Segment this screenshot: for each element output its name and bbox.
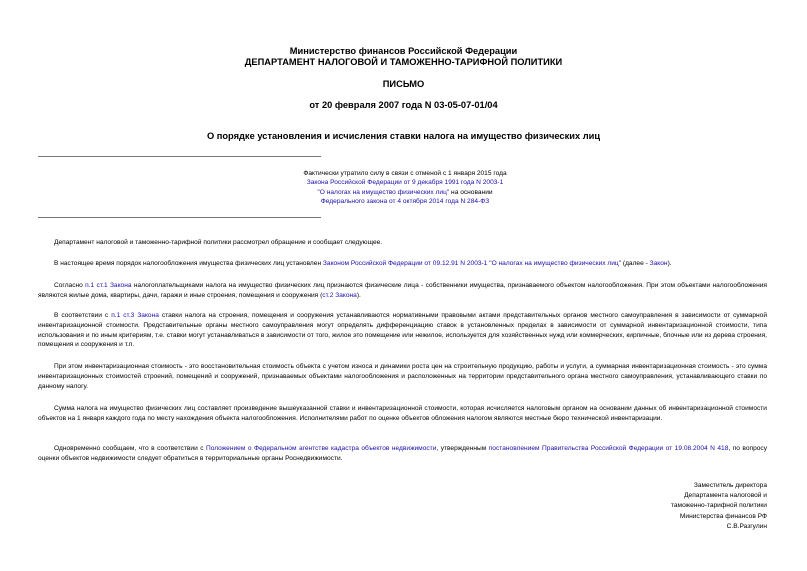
paragraph-text: При этом инвентаризационная стоимость - это восстановительная стоимость объекта с учетом износа и динамики роста цен на строительную продукцию, работы и услуги, а суммарная инвентаризационная стоимость - это сумма инвентаризационных стоимостей строений, помещений и сооружений, признаваемых объектами налогообложения и расположенных на территории представительного органа местного самоуправления, устанавливающего ставки по данному налогу. bbox=[38, 363, 767, 390]
ministry-name: Министерство финансов Российской Федерации bbox=[289, 46, 518, 56]
document-type: ПИСЬМО bbox=[382, 79, 425, 89]
paragraph-valuation: Одновременно сообщаем, что в соответствии с Положением о Федеральном агентстве кадастра объектов недвижимости, утвержденным постановлением Правительства Российской Федерации от 19.08.2004 N 418, по вопросу оценки объектов недвижимости следует обратиться в территориальные органы Роснедвижимости. bbox=[38, 445, 767, 462]
document-date: от 20 февраля 2007 года N 03-05-07-01/04 bbox=[309, 100, 498, 110]
law-art3-link[interactable]: п.1 ст.3 Закона bbox=[111, 312, 159, 319]
signature-name: С.В.Разгулин bbox=[726, 522, 767, 530]
paragraph-tax-amount bbox=[38, 404, 767, 424]
paragraph-text: Сумма налога на имущество физических лиц составляет произведение вышеуказанной ставки и инвентаризационной стоимости, которая исчисляется налоговым органом на основании данных об инвентаризационной стоимости объектов на 1 января каждого года по месту нахождения объекта налогообложения. Исполнителями работ по оценке объектов обложения налогом являются местные бюро технической инвентаризации. bbox=[38, 405, 767, 422]
paragraph-intro bbox=[38, 238, 767, 248]
paragraph-taxpayers: Согласно п.1 ст.1 Закона налогоплательщиками налога на имущество физических лиц признаются физические лица - собственники имущества, признаваемого объектом налогообложения. При этом объектами налогообложения являются жилые дома, квартиры, дачи, гаражи и иные строения, помещения и сооружения (ст.2 Закона). bbox=[38, 282, 767, 299]
government-decree-link[interactable]: постановлением Правительства Российской Федерации от 19.08.2004 N 418 bbox=[488, 445, 729, 452]
law-1991-link[interactable]: Закона Российской Федерации от 9 декабря 1991 года N 2003-1 bbox=[306, 179, 504, 187]
signature-position: Заместитель директора bbox=[693, 482, 767, 489]
paragraph-inventory-value bbox=[38, 362, 767, 391]
law-2003-1-link[interactable]: Законом Российской Федерации от 09.12.91 N 2003-1 "О налогах на имущество физических лиц" bbox=[322, 260, 622, 267]
signature-block bbox=[671, 481, 767, 532]
validity-note bbox=[270, 169, 540, 206]
law-art2-link[interactable]: ст.2 Закона bbox=[322, 291, 357, 299]
validity-note-text: Фактически утратило силу в связи с отменой с 1 января 2015 года bbox=[303, 170, 507, 177]
department-name: ДЕПАРТАМЕНТ НАЛОГОВОЙ И ТАМОЖЕННО-ТАРИФНОЙ ПОЛИТИКИ bbox=[244, 57, 563, 67]
property-tax-law-link[interactable]: "О налогах на имущество физических лиц" bbox=[317, 188, 450, 196]
federal-law-2014-link[interactable]: Федерального закона от 4 октября 2014 года N 284-ФЗ bbox=[320, 197, 490, 205]
paragraph-law-basis: В настоящее время порядок налогообложения имущества физических лиц установлен Законом Российской Федерации от 09.12.91 N 2003-1 "О налогах на имущество физических лиц" (далее - Закон). bbox=[54, 260, 672, 267]
agency-regulation-link[interactable]: Положением о Федеральном агентстве кадастра объектов недвижимости bbox=[205, 445, 437, 452]
signature-ministry: Министерства финансов РФ bbox=[679, 512, 767, 520]
law-short-link[interactable]: Закон bbox=[649, 260, 668, 267]
divider-bottom bbox=[38, 217, 321, 218]
divider-top bbox=[38, 156, 321, 157]
paragraph-text: Департамент налоговой и таможенно-тарифной политики рассмотрел обращение и сообщает следующее. bbox=[54, 239, 383, 246]
law-art1-link[interactable]: п.1 ст.1 Закона bbox=[85, 282, 132, 289]
validity-note-basis: на основании bbox=[449, 188, 493, 196]
paragraph-tax-rates: В соответствии с п.1 ст.3 Закона ставки налога на строения, помещения и сооружения устанавливаются нормативными правовыми актами представительных органов местного самоуправления в зависимости от суммарной инвентаризационной стоимости. Представительные органы местного самоуправления могут определять дифференциацию ставок в установленных пределах в зависимости от суммарной инвентаризационной стоимости, типа использования и по иным критериям, т.е. ставки могут устанавливаться в зависимости от того, жилое это помещение или нежилое, используется для хозяйственных нужд или коммерческих, кирпичные, блочные или из дерева строения, помещения и сооружения и т.п. bbox=[38, 312, 768, 349]
signature-department-2: таможенно-тарифной политики bbox=[670, 502, 767, 510]
document-subject: О порядке установления и исчисления ставки налога на имущество физических лиц bbox=[206, 131, 601, 141]
signature-department: Департамента налоговой и bbox=[684, 492, 767, 500]
